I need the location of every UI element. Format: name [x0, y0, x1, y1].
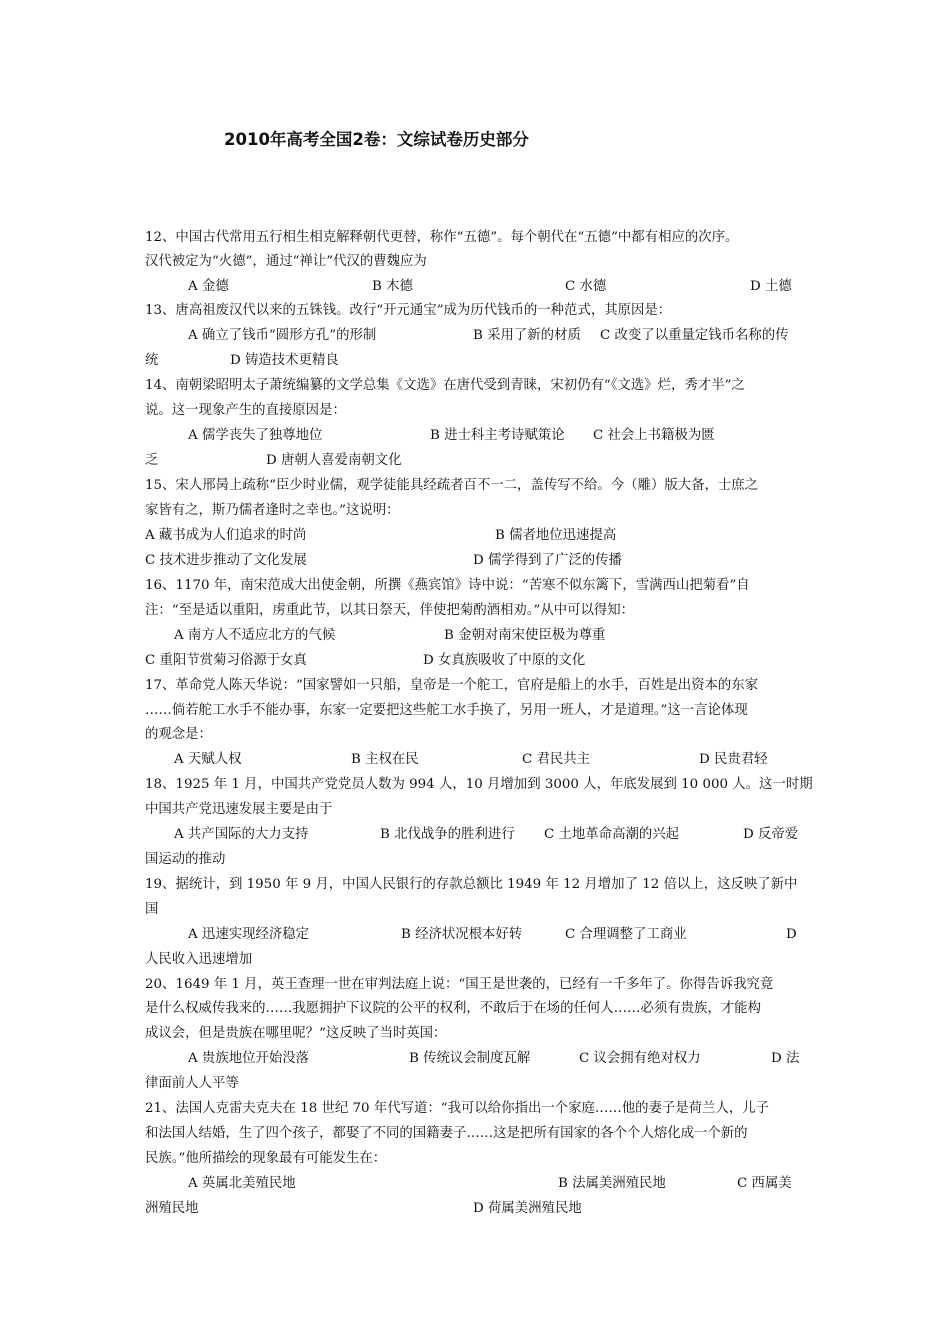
question-19-option-b: B 经济状况根本好转 [401, 927, 523, 942]
question-17-stem-line1: 17、革命党人陈天华说：“国家譬如一只船，皇帝是一个舵工，官府是船上的水手，百姓是出资本的东家 [145, 678, 759, 693]
question-16-option-c: C 重阳节赏菊习俗源于女真 [145, 653, 307, 668]
question-19-option-d: D [786, 927, 797, 942]
question-14-stem-line2: 说。这一现象产生的直接原因是： [145, 403, 346, 418]
question-14-option-c: C 社会上书籍极为匮 [593, 428, 715, 443]
question-13-option-a: A 确立了钱币“圆形方孔”的形制 [188, 328, 377, 343]
question-20-option-b: B 传统议会制度瓦解 [409, 1051, 531, 1066]
question-21-stem-line1: 21、法国人克雷夫克夫在 18 世纪 70 年代写道：“我可以给你指出一个家庭……他的妻子是荷兰人，儿子 [145, 1101, 770, 1116]
question-17-option-a: A 天赋人权 [174, 752, 242, 767]
question-12-option-c: C 水德 [565, 279, 607, 294]
question-21-stem-line2: 和法国人结婚，生了四个孩子，都娶了不同的国籍妻子……这是把所有国家的各个个人熔化成一个新的 [145, 1126, 748, 1141]
question-20-option-d-cont: 律面前人人平等 [145, 1076, 239, 1091]
question-17-stem-line2: ……倘若舵工水手不能办事，东家一定要把这些舵工水手换了，另用一班人，才是道理。”这一言论体现 [145, 703, 748, 718]
question-16-option-d: D 女真族吸收了中原的文化 [423, 653, 586, 668]
question-19-stem-line1: 19、据统计，到 1950 年 9 月，中国人民银行的存款总额比 1949 年 12 月增加了 12 倍以上，这反映了新中 [145, 877, 798, 892]
question-14-stem-line1: 14、南朝梁昭明太子萧统编纂的文学总集《文选》在唐代受到青睐，宋初仍有“《文选》烂，秀才半”之 [145, 378, 745, 393]
question-13-stem: 13、唐高祖废汉代以来的五铢钱。改行“开元通宝”成为历代钱币的一种范式，其原因是： [145, 303, 672, 318]
question-17-stem-line3: 的观念是： [145, 727, 212, 742]
question-15-option-b: B 儒者地位迅速提高 [495, 528, 617, 543]
question-20-option-a: A 贵族地位开始没落 [188, 1051, 310, 1066]
question-21-option-a: A 英属北美殖民地 [188, 1176, 296, 1191]
question-14-option-a: A 儒学丧失了独尊地位 [188, 428, 323, 443]
question-17-option-c: C 君民共主 [522, 752, 591, 767]
question-13-option-b: B 采用了新的材质 [473, 328, 581, 343]
question-13-option-c-cont: 统 [145, 353, 159, 368]
question-18-option-a: A 共产国际的大力支持 [174, 827, 309, 842]
question-12-stem-line1: 12、中国古代常用五行相生相克解释朝代更替，称作“五德”。每个朝代在“五德”中都有相应的次序。 [145, 230, 739, 245]
question-14-option-d: D 唐朝人喜爱南朝文化 [266, 453, 402, 468]
question-16-stem-line1: 16、1170 年，南宋范成大出使金朝，所撰《燕宾馆》诗中说：“苦寒不似东篱下，雪满西山把菊看”自 [145, 578, 750, 593]
question-14-option-c-cont: 乏 [145, 453, 159, 468]
question-20-stem-line1: 20、1649 年 1 月，英王查理一世在审判法庭上说：“国王是世袭的，已经有一千多年了。你得告诉我究竟 [145, 977, 774, 992]
question-12-option-d: D 土德 [750, 279, 792, 294]
question-19-option-d-cont: 人民收入迅速增加 [145, 952, 253, 967]
question-18-stem-line2: 中国共产党迅速发展主要是由于 [145, 802, 333, 817]
question-18-option-b: B 北伐战争的胜利进行 [380, 827, 515, 842]
question-12-option-a: A 金德 [188, 279, 229, 294]
question-21-option-c-cont: 洲殖民地 [145, 1201, 199, 1216]
question-16-option-a: A 南方人不适应北方的气候 [174, 628, 336, 643]
question-17-option-d: D 民贵君轻 [699, 752, 768, 767]
question-19-stem-line2: 国 [145, 902, 159, 917]
question-18-stem-line1: 18、1925 年 1 月，中国共产党党员人数为 994 人，10 月增加到 3000 人，年底发展到 10 000 人。这一时期 [145, 777, 813, 792]
question-15-stem-line1: 15、宋人邢昺上疏称“臣少时业儒，观学徒能具经疏者百不一二，盖传写不给。今（雕）版大备，士庶之 [145, 478, 759, 493]
question-16-option-b: B 金朝对南宋使臣极为尊重 [444, 628, 606, 643]
question-15-option-d: D 儒学得到了广泛的传播 [473, 553, 622, 568]
question-19-option-a: A 迅速实现经济稳定 [188, 927, 310, 942]
question-21-option-b: B 法属美洲殖民地 [558, 1176, 666, 1191]
question-13-option-d: D 铸造技术更精良 [230, 353, 339, 368]
question-20-stem-line2: 是什么权威传我来的……我愿拥护下议院的公平的权利，不敢后于在场的任何人……必须有贵族，才能构 [145, 1001, 761, 1016]
question-15-stem-line2: 家皆有之，斯乃儒者逢时之幸也。”这说明： [145, 503, 400, 518]
question-19-option-c: C 合理调整了工商业 [565, 927, 687, 942]
question-12-option-b: B 木德 [372, 279, 413, 294]
question-13-option-c: C 改变了以重量定钱币名称的传 [600, 328, 789, 343]
question-21-stem-line3: 民族。”他所描绘的现象最有可能发生在： [145, 1151, 387, 1166]
question-16-stem-line2: 注：“至是适以重阳，虏重此节，以其日祭天，伴使把菊酌酒相劝。”从中可以得知： [145, 603, 635, 618]
question-20-option-d: D 法 [771, 1051, 800, 1066]
question-21-option-d: D 荷属美洲殖民地 [473, 1201, 582, 1216]
page-title: 2010年高考全国2卷：文综试卷历史部分 [224, 130, 529, 149]
question-20-option-c: C 议会拥有绝对权力 [579, 1051, 701, 1066]
question-15-option-a: A 藏书成为人们追求的时尚 [145, 528, 307, 543]
question-15-option-c: C 技术进步推动了文化发展 [145, 553, 307, 568]
question-21-option-c: C 西属美 [737, 1176, 792, 1191]
question-18-option-d-cont: 国运动的推动 [145, 852, 226, 867]
question-17-option-b: B 主权在民 [351, 752, 419, 767]
question-18-option-c: C 土地革命高潮的兴起 [544, 827, 680, 842]
question-18-option-d: D 反帝爱 [743, 827, 799, 842]
question-14-option-b: B 进士科主考诗赋策论 [430, 428, 565, 443]
question-20-stem-line3: 成议会，但是贵族在哪里呢？”这反映了当时英国： [145, 1026, 447, 1041]
question-12-stem-line2: 汉代被定为“火德”，通过“禅让”代汉的曹魏应为 [145, 254, 427, 269]
